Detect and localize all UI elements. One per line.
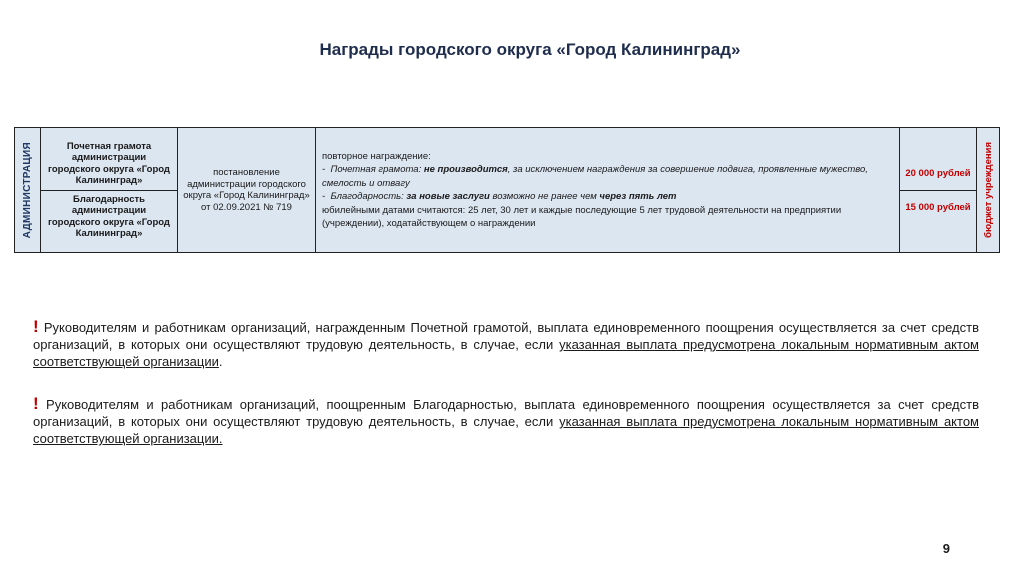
condition-honor-bold: не производится: [423, 164, 508, 175]
condition-gratitude-mid: возможно не ранее чем: [489, 191, 600, 202]
note-gratitude-underlined: указанная выплата предусмотрена локальным нормативным актом соответствующей организации.: [33, 414, 979, 446]
condition-honor-rest: , за исключением награждения за совершение подвига, проявленные мужество, смелость и отвагу: [322, 164, 868, 189]
award-gratitude: Благодарность администрации городского округа «Город Калининград»: [41, 190, 177, 243]
amount-gratitude: 15 000 рублей: [900, 190, 976, 224]
condition-honor: - Почетная грамота: не производится, за исключением награждения за совершение подвига, проявленные мужество, смелость и отвагу: [322, 164, 868, 189]
amount-cell: [900, 128, 977, 253]
condition-anniversary: юбилейными датами считаются: 25 лет, 30 лет и каждые последующие 5 лет трудовой деятельности на предприятии (учреждении), ходатайствующем о награждении: [322, 204, 842, 229]
note-gratitude: [33, 395, 979, 447]
page-number: 9: [942, 541, 950, 556]
conditions-intro: повторное награждение:: [322, 150, 431, 162]
note-honor-text: Руководителям и работникам организаций, награжденным Почетной грамотой, выплата единовременного поощрения осуществляется за счет средств организаций, в которых они осуществляют трудовую деятельность, в случае, если: [33, 320, 979, 352]
amount-honor: 20 000 рублей: [905, 167, 971, 179]
condition-gratitude: - Благодарность: за новые заслуги возможно не ранее чем через пять лет: [322, 191, 677, 202]
note-gratitude-text: Руководителям и работникам организаций, поощренным Благодарностью, выплата единовременного поощрения осуществляется за счет средств организаций, в которых они осуществляют трудовую деятельность, в случае, если: [33, 397, 979, 429]
legal-basis: постановление администрации городского округа «Город Калининград» от 02.09.2021 № 719: [178, 128, 316, 253]
note-honor-end: .: [218, 354, 223, 369]
category-cell: [15, 128, 41, 253]
note-honor: [33, 318, 979, 370]
condition-gratitude-bold2: через пять лет: [599, 191, 677, 202]
category-label: АДМИНИСТРАЦИЯ: [22, 141, 33, 239]
awards-table: [14, 127, 1000, 253]
condition-gratitude-label: Благодарность:: [330, 191, 404, 202]
warning-mark: !: [33, 317, 39, 336]
award-cell: [41, 128, 178, 253]
page-title: Награды городского округа «Город Калининград»: [319, 40, 741, 59]
condition-honor-label: Почетная грамота:: [330, 164, 422, 175]
condition-gratitude-bold: за новые заслуги: [406, 191, 490, 202]
note-honor-underlined: указанная выплата предусмотрена локальным нормативным актом соответствующей организации: [33, 337, 979, 369]
award-honor-certificate: Почетная грамота администрации городского округа «Город Калининград»: [48, 140, 170, 186]
funding-source-label: бюджет учреждения: [982, 142, 994, 238]
warning-mark: !: [33, 394, 39, 413]
funding-source-cell: [977, 128, 1000, 253]
conditions-cell: [316, 128, 900, 253]
